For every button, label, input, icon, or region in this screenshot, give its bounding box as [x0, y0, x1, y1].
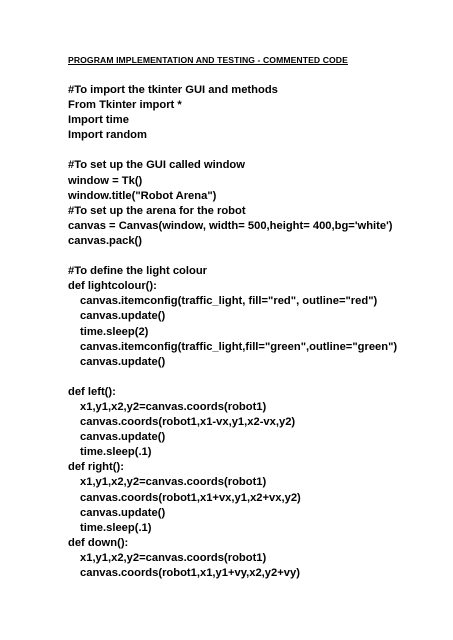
code-line: Import random: [68, 129, 147, 142]
blank-line: [68, 249, 397, 264]
blank-line: [68, 143, 397, 158]
document-heading: PROGRAM IMPLEMENTATION AND TESTING - COMMENTED CODE: [68, 55, 348, 65]
code-line: canvas.pack(): [68, 234, 143, 247]
code-line: #To set up the arena for the robot: [68, 204, 246, 217]
code-line: #To set up the GUI called window: [68, 159, 245, 172]
code-line: def down():: [68, 536, 129, 549]
code-line: def lightcolour():: [68, 280, 157, 293]
code-line: Import time: [68, 114, 129, 127]
code-line: #To import the tkinter GUI and methods: [68, 84, 278, 96]
code-line: canvas.update(): [80, 431, 166, 444]
code-line: canvas.itemconfig(traffic_light,fill="green",outline="green"): [80, 340, 398, 353]
code-line: canvas.update(): [80, 310, 166, 323]
code-line: time.sleep(2): [80, 325, 149, 338]
code-line: time.sleep(.1): [80, 446, 152, 459]
code-line: From Tkinter import *: [68, 99, 182, 112]
code-line: window.title("Robot Arena"): [68, 189, 217, 202]
code-line: canvas.coords(robot1,x1-vx,y1,x2-vx,y2): [80, 416, 296, 429]
code-line: def left():: [68, 385, 116, 398]
code-line: def right():: [68, 461, 124, 474]
code-line: canvas.itemconfig(traffic_light, fill="red", outline="red"): [80, 295, 378, 308]
blank-line: [68, 370, 397, 385]
code-line: canvas.update(): [80, 506, 166, 519]
code-line: x1,y1,x2,y2=canvas.coords(robot1): [80, 400, 267, 413]
code-line: #To define the light colour: [68, 265, 208, 278]
code-line: canvas = Canvas(window, width= 500,height= 400,bg='white'): [68, 219, 393, 232]
code-line: canvas.update(): [80, 355, 166, 368]
code-line: window = Tk(): [68, 174, 143, 187]
code-listing: [68, 83, 397, 581]
code-line: canvas.coords(robot1,x1+vx,y1,x2+vx,y2): [80, 491, 301, 504]
code-line: canvas.coords(robot1,x1,y1+vy,x2,y2+vy): [80, 567, 300, 579]
code-line: x1,y1,x2,y2=canvas.coords(robot1): [80, 476, 267, 489]
code-line: time.sleep(.1): [80, 521, 152, 534]
code-line: x1,y1,x2,y2=canvas.coords(robot1): [80, 551, 267, 564]
